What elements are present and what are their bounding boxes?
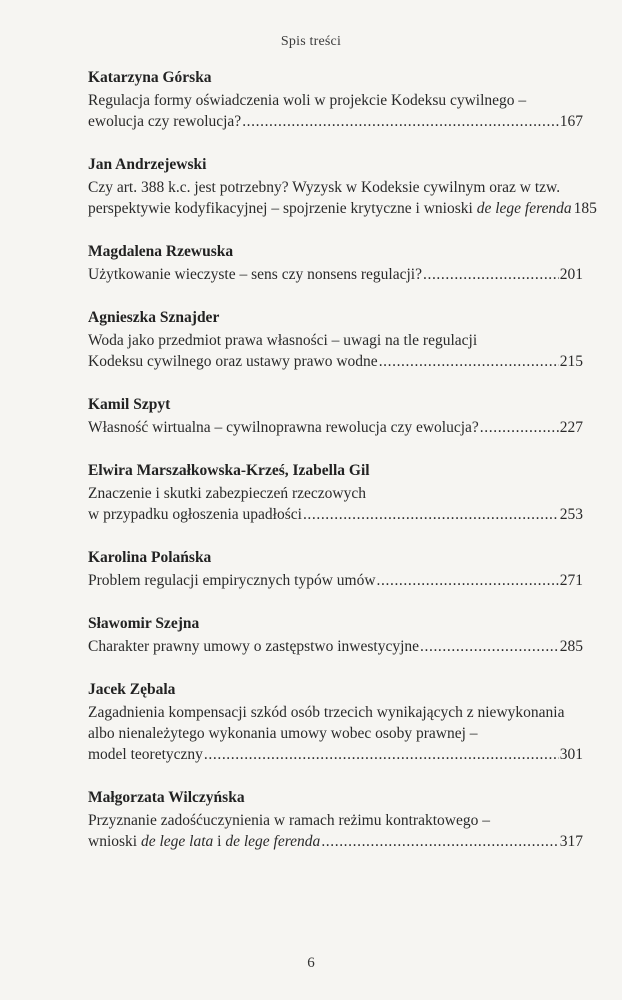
title-line: Woda jako przedmiot prawa własności – uwagi na tle regulacji [88, 332, 478, 349]
title-text [88, 831, 320, 852]
title-last-line [88, 831, 583, 852]
entry-author: Magdalena Rzewuska [88, 243, 234, 260]
entry-title [88, 90, 583, 132]
page-number: 6 [307, 955, 315, 971]
dot-leader [377, 570, 559, 591]
toc-entry [88, 155, 597, 219]
title-text [88, 198, 572, 219]
title-text [88, 744, 203, 765]
title-line: albo nienależytego wykonania umowy wobec osoby prawnej – [88, 725, 478, 742]
title-last-line [88, 504, 583, 525]
entry-title [88, 330, 583, 372]
entry-page-number: 317 [559, 833, 583, 850]
entry-author: Kamil Szpyt [88, 396, 171, 413]
entry-author: Jacek Zębala [88, 681, 176, 698]
toc-entry [88, 395, 583, 438]
toc-entry [88, 548, 583, 591]
dot-leader [321, 831, 558, 852]
dot-leader [423, 264, 559, 285]
toc-entry [88, 614, 583, 657]
title-text [88, 111, 241, 132]
title-line: Czy art. 388 k.c. jest potrzebny? Wyzysk w Kodeksie cywilnym oraz w tzw. [88, 179, 561, 196]
entry-author: Katarzyna Górska [88, 69, 212, 86]
title-text-segment: wnioski [88, 833, 141, 850]
title-text-segment: Problem regulacji empirycznych typów umów [88, 572, 376, 589]
title-text-segment: model teoretyczny [88, 746, 203, 763]
entry-page-number: 301 [559, 746, 583, 763]
title-line: Przyznanie zadośćuczynienia w ramach reżimu kontraktowego – [88, 812, 490, 829]
title-text [88, 264, 422, 285]
entry-page-number: 253 [559, 506, 583, 523]
title-text [88, 570, 376, 591]
entry-page-number: 185 [573, 200, 597, 217]
entry-page-number: 271 [559, 572, 583, 589]
title-italic-segment: de lege lata [140, 833, 214, 850]
title-last-line [88, 351, 583, 372]
title-italic-segment: de lege ferenda [476, 200, 572, 217]
title-text [88, 504, 302, 525]
entry-page-number: 227 [559, 419, 583, 436]
title-text-segment: perspektywie kodyfikacyjnej – spojrzenie krytyczne i wnioski [88, 200, 477, 217]
entry-title [88, 177, 597, 219]
entry-title [88, 264, 583, 285]
entry-page-number: 201 [559, 266, 583, 283]
entry-author: Elwira Marszałkowska-Krześ, Izabella Gil [88, 462, 370, 479]
title-text-segment: ewolucja czy rewolucja? [88, 113, 242, 130]
toc-entry [88, 788, 583, 852]
dot-leader [204, 744, 559, 765]
title-last-line [88, 264, 583, 285]
entry-author: Jan Andrzejewski [88, 156, 207, 173]
entry-title [88, 810, 583, 852]
dot-leader [379, 351, 559, 372]
entry-title [88, 636, 583, 657]
dot-leader [242, 111, 559, 132]
title-last-line [88, 417, 583, 438]
toc-entry [88, 680, 583, 765]
title-italic-segment: de lege ferenda [225, 833, 321, 850]
toc-entry [88, 461, 583, 525]
entry-title [88, 570, 583, 591]
title-last-line [88, 198, 597, 219]
title-line: Regulacja formy oświadczenia woli w projekcie Kodeksu cywilnego – [88, 92, 527, 109]
title-last-line [88, 744, 583, 765]
title-text [88, 417, 479, 438]
title-text-segment: w przypadku ogłoszenia upadłości [88, 506, 302, 523]
entry-page-number: 285 [559, 638, 583, 655]
title-text-segment: Charakter prawny umowy o zastępstwo inwestycyjne [88, 638, 420, 655]
dot-leader [480, 417, 559, 438]
table-of-contents [88, 68, 597, 875]
entry-author: Małgorzata Wilczyńska [88, 789, 245, 806]
title-text [88, 636, 419, 657]
title-text-segment: Własność wirtualna – cywilnoprawna rewolucja czy ewolucja? [88, 419, 479, 436]
entry-page-number: 215 [559, 353, 583, 370]
entry-author: Agnieszka Sznajder [88, 309, 220, 326]
dot-leader [420, 636, 559, 657]
entry-author: Sławomir Szejna [88, 615, 200, 632]
entry-title [88, 702, 583, 765]
title-text-segment: Użytkowanie wieczyste – sens czy nonsens regulacji? [88, 266, 422, 283]
title-last-line [88, 570, 583, 591]
toc-entry [88, 308, 583, 372]
entry-title [88, 417, 583, 438]
entry-author: Karolina Polańska [88, 549, 212, 566]
toc-entry [88, 68, 583, 132]
title-text-segment: i [213, 833, 226, 850]
title-last-line [88, 111, 583, 132]
entry-page-number: 167 [559, 113, 583, 130]
entry-title [88, 483, 583, 525]
toc-entry [88, 242, 583, 285]
title-text-segment: Kodeksu cywilnego oraz ustawy prawo wodne [88, 353, 378, 370]
title-last-line [88, 636, 583, 657]
dot-leader [303, 504, 559, 525]
running-header: Spis treści [280, 34, 342, 49]
title-text [88, 351, 378, 372]
title-line: Zagadnienia kompensacji szkód osób trzecich wynikających z niewykonania [88, 704, 565, 721]
title-line: Znaczenie i skutki zabezpieczeń rzeczowych [88, 485, 366, 502]
